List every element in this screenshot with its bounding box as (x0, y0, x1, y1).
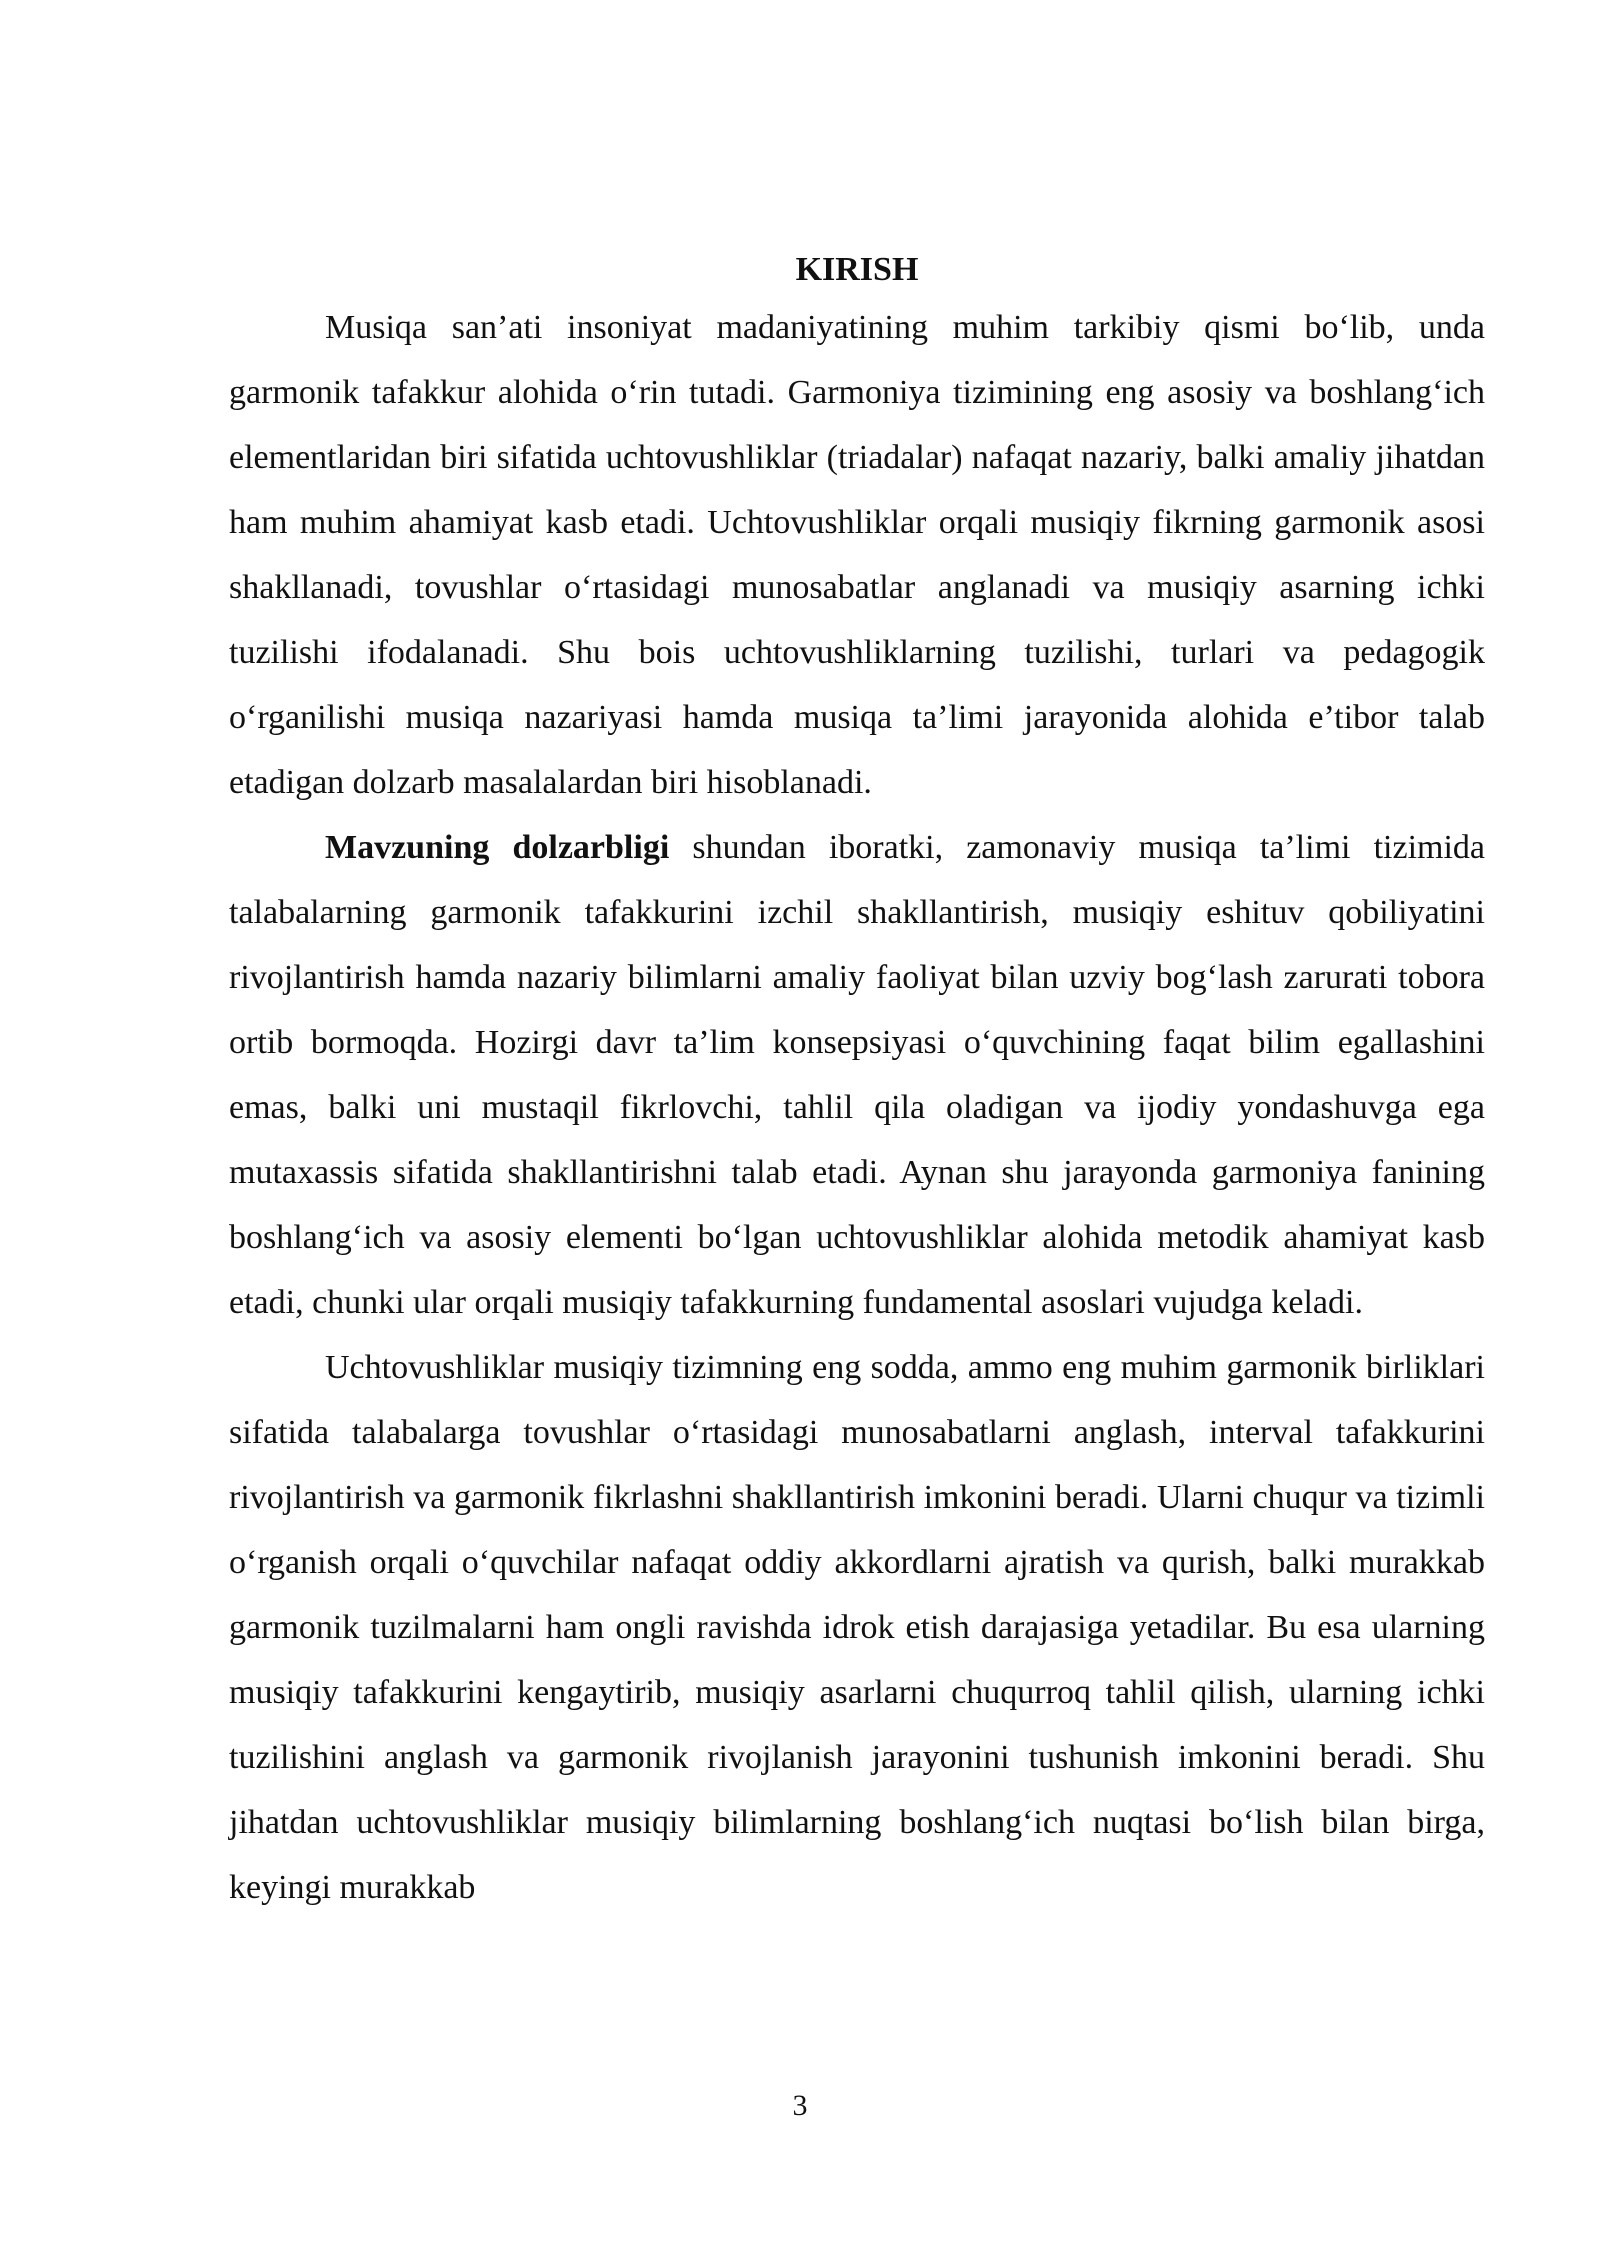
paragraph-intro (229, 295, 1485, 815)
section-title: KIRISH (795, 251, 919, 288)
paragraph-relevance (229, 815, 1485, 1335)
page-content (229, 245, 1485, 1920)
paragraph-relevance-text: shundan iboratki, zamonaviy musiqa ta’limi tizimida talabalarning garmonik tafakkurini izchil shakllantirish, musiqiy eshituv qobiliyatini rivojlantirish hamda nazariy bilimlarni amaliy faoliyat bilan uzviy bog‘lash zarurati tobora ortib bormoqda. Hozirgi davr ta’lim konsepsiyasi o‘quvchining faqat bilim egallashini emas, balki uni mustaqil fikrlovchi, tahlil qila oladigan va ijodiy yondashuvga ega mutaxassis sifatida shakllantirishni talab etadi. Aynan shu jarayonda garmoniya fanining boshlang‘ich va asosiy elementi bo‘lgan uchtovushliklar alohida metodik ahamiyat kasb etadi, chunki ular orqali musiqiy tafakkurning fundamental asoslari vujudga keladi. (229, 829, 1486, 1321)
paragraph-relevance-lead: Mavzuning dolzarbligi (325, 829, 670, 866)
page-number: 3 (792, 2089, 808, 2122)
paragraph-triads-text: Uchtovushliklar musiqiy tizimning eng sodda, ammo eng muhim garmonik birliklari sifatida talabalarga tovushlar o‘rtasidagi munosabatlarni anglash, interval tafakkurini rivojlantirish va garmonik fikrlashni shakllantirish imkonini beradi. Ularni chuqur va tizimli o‘rganish orqali o‘quvchilar nafaqat oddiy akkordlarni ajratish va qurish, balki murakkab garmonik tuzilmalarni ham ongli ravishda idrok etish darajasiga yetadilar. Bu esa ularning musiqiy tafakkurini kengaytirib, musiqiy asarlarni chuqurroq tahlil qilish, ularning ichki tuzilishini anglash va garmonik rivojlanish jarayonini tushunish imkonini beradi. Shu jihatdan uchtovushliklar musiqiy bilimlarning boshlang‘ich nuqtasi bo‘lish bilan birga, keyingi murakkab (229, 1349, 1485, 1906)
paragraph-intro-text: Musiqa san’ati insoniyat madaniyatining muhim tarkibiy qismi bo‘lib, unda garmonik tafakkur alohida o‘rin tutadi. Garmoniya tizimining eng asosiy va boshlang‘ich elementlaridan biri sifatida uchtovushliklar (triadalar) nafaqat nazariy, balki amaliy jihatdan ham muhim ahamiyat kasb etadi. Uchtovushliklar orqali musiqiy fikrning garmonik asosi shakllanadi, tovushlar o‘rtasidagi munosabatlar anglanadi va musiqiy asarning ichki tuzilishi ifodalanadi. Shu bois uchtovushliklarning tuzilishi, turlari va pedagogik o‘rganilishi musiqa nazariyasi hamda musiqa ta’limi jarayonida alohida e’tibor talab etadigan dolzarb masalalardan biri hisoblanadi. (229, 309, 1485, 801)
paragraph-triads (229, 1335, 1485, 1920)
